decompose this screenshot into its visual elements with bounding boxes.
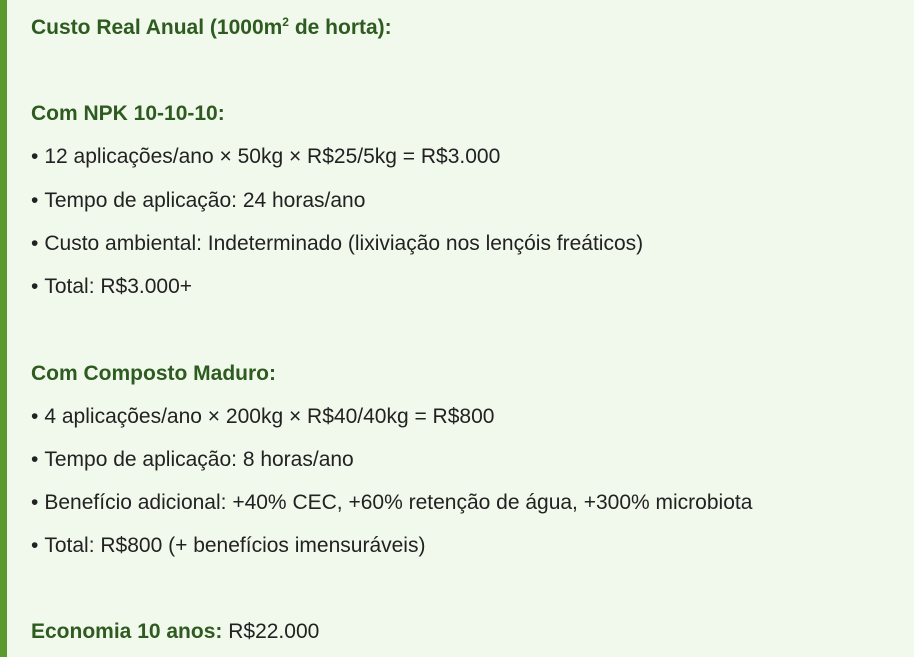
list-item-text: Tempo de aplicação: 8 horas/ano: [44, 448, 354, 471]
savings-value: R$22.000: [222, 620, 320, 643]
bullet: •: [31, 189, 39, 212]
section-heading-npk: Com NPK 10-10-10:: [31, 102, 225, 125]
bullet: •: [31, 534, 39, 557]
savings-line: [31, 618, 319, 646]
list-item: [31, 403, 494, 431]
list-item-text: Custo ambiental: Indeterminado (lixiviação nos lençóis freáticos): [44, 232, 644, 255]
section-heading-compost: Com Composto Maduro:: [31, 362, 276, 385]
panel-title-text: Custo Real Anual (1000m: [31, 16, 283, 39]
panel-title: [31, 14, 392, 42]
bullet: •: [31, 232, 39, 255]
list-item: [31, 273, 192, 301]
list-item: [31, 489, 752, 517]
list-item-text: 12 aplicações/ano × 50kg × R$25/5kg = R$3.000: [44, 145, 501, 168]
list-item: [31, 446, 354, 474]
bullet: •: [31, 491, 39, 514]
list-item-text: 4 aplicações/ano × 200kg × R$40/40kg = R$800: [44, 405, 495, 428]
list-item-text: Benefício adicional: +40% CEC, +60% retenção de água, +300% microbiota: [44, 491, 753, 514]
list-item: [31, 143, 500, 171]
list-item: [31, 230, 643, 258]
list-item-text: Tempo de aplicação: 24 horas/ano: [44, 189, 366, 212]
bullet: •: [31, 145, 39, 168]
panel-title-superscript: 2: [282, 15, 289, 29]
bullet: •: [31, 405, 39, 428]
list-item: [31, 187, 365, 215]
bullet: •: [31, 448, 39, 471]
panel-title-suffix: de horta):: [288, 16, 392, 39]
bullet: •: [31, 275, 39, 298]
list-item-text: Total: R$3.000+: [44, 275, 193, 298]
list-item: [31, 532, 425, 560]
savings-label: Economia 10 anos:: [31, 620, 223, 643]
list-item-text: Total: R$800 (+ benefícios imensuráveis): [44, 534, 426, 557]
